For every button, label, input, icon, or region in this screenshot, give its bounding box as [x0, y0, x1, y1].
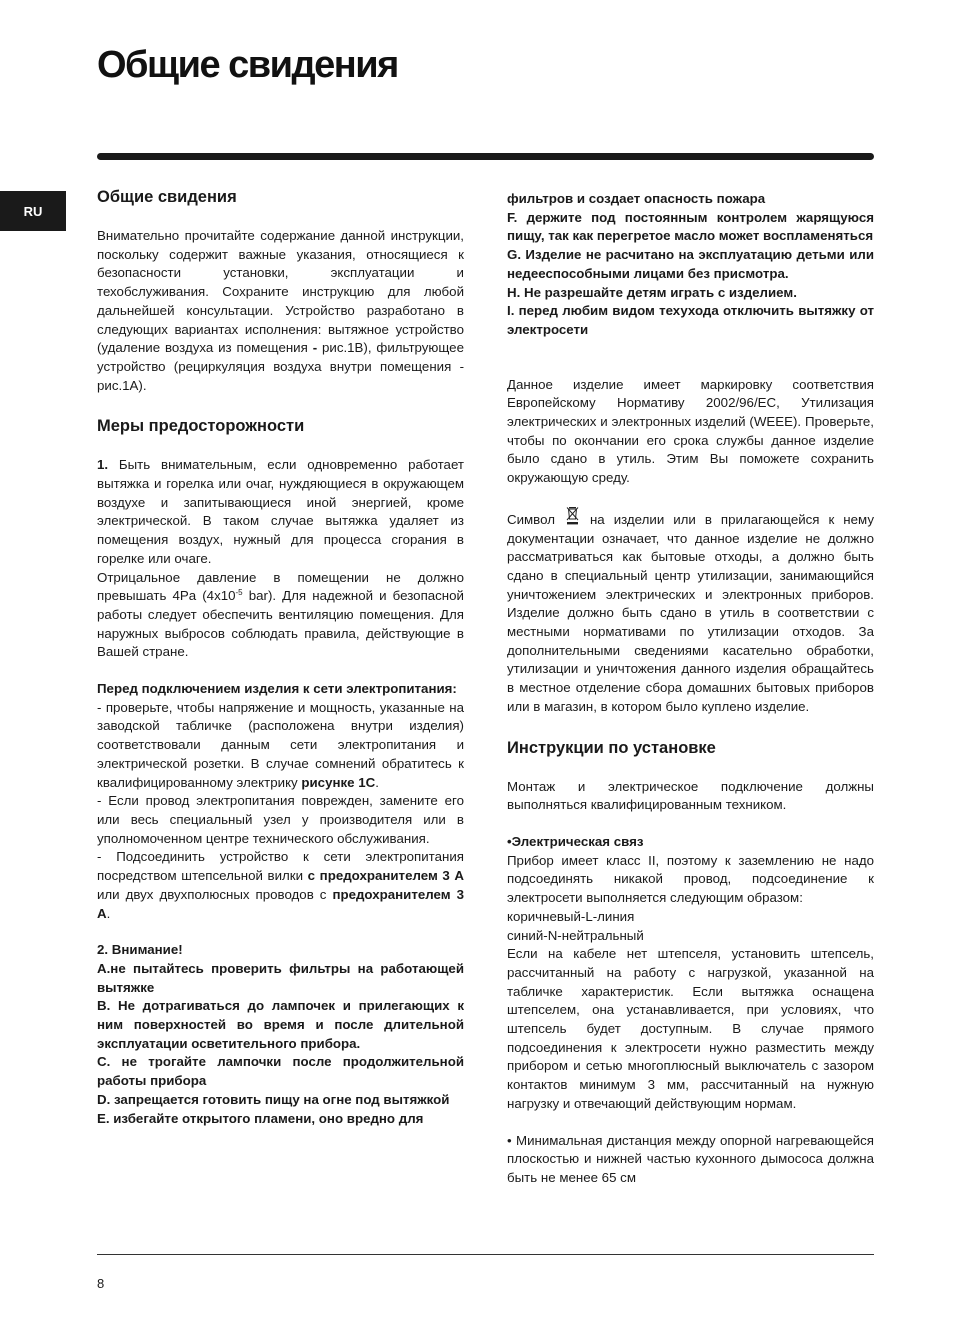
header-divider [97, 153, 874, 160]
language-tab: RU [0, 191, 66, 231]
before-connection-heading: Перед подключением изделия к сети электропитания: [97, 681, 457, 697]
warning-e: E. избегайте открытого пламени, оно вредно для [97, 1110, 424, 1126]
warning-g: G. Изделие не расчитано на эксплуатацию детьми или недееспособными лицами без присмотра. [507, 247, 874, 281]
pressure-paragraph: Отрицальное давление в помещении не должно превышать 4Pa ($4x10^{-5}$ bar). Для надежной и безопасной работы следует обеспечить вентиляцию помещения. Для наружных выбросов соблюдать правила, действующие в Вашей стране. [97, 569, 464, 660]
footer-divider [97, 1254, 874, 1255]
left-column [97, 186, 464, 1128]
electrical-paragraph-2: Если на кабеле нет штепселя, установить штепсель, рассчитанный на работу с нагрузкой, указанной на табличке характеристик. Если вытяжка оснащена штепселем, она устанавливается, при условиях, что штепсель будет доступным. В случае прямого подсоединения к электросети нужно разместить между прибором и сетью многоплюсный выключатель с зазором контактов минимум 3 мм, рассчитанный на нужную нагрузку и отвечающий действующим нормам. [507, 946, 874, 1111]
crossed-bin-icon [566, 506, 579, 526]
attention-heading: 2. Внимание! [97, 942, 183, 958]
installation-paragraph: Монтаж и электрическое подключение должны выполняться квалифицированным техником. [507, 778, 874, 813]
page-number: 8 [97, 1276, 105, 1291]
electrical-heading: •Электрическая связ [507, 833, 644, 849]
warning-i: I. перед любим видом техухода отключить вытяжку от электросети [507, 303, 874, 337]
electrical-paragraph-1: Прибор имеет класс II, поэтому к заземлению не надо подсоединять никакой провод, подсоединение к электросети выполняется следующим образом: [507, 852, 874, 906]
symbol-paragraph: Символ на изделии или в прилагающейся к нему документации означает, что данное изделие не должно рассматриваться как бытовые отходы, а должно быть сдано в специальный центр утилизации, занимающийся уничтожением электрических и электронных приборов. Изделие должно быть сдано в утиль в соответствии с местными нормативами по утилизации отходов. За дополнительными сведениями касательно обработки, утилизации и уничтожения данного изделия обращайтесь в местное отделение сбора домашних бытовых приборов или в магазин, в котором было куплено изделие. [507, 506, 874, 717]
wire-brown: коричневый-L-линия [507, 908, 635, 924]
page-title: Общие свидения [97, 44, 398, 86]
right-column [507, 190, 874, 1188]
warning-a: A.не пытайтесь проверить фильтры на работающей вытяжке [97, 960, 464, 995]
section-heading-installation: Инструкции по установке [507, 738, 716, 757]
warning-c: C. не трогайте лампочки после продолжительной работы прибора [97, 1054, 464, 1089]
warning-d: D. запрещается готовить пищу на огне под вытяжкой [97, 1091, 450, 1107]
warning-b: B. Не дотрагиваться до лампочек и прилегающих к ним поверхностей во время и после длительной эксплуатации осветительного прибора. [97, 998, 464, 1051]
section-heading-precautions: Меры предосторожности [97, 417, 305, 436]
warning-e-continued: фильтров и создает опасность пожара [507, 191, 766, 206]
section-heading-general: Общие свидения [97, 188, 237, 206]
precaution-1: 1. Быть внимательным, если одновременно работает вытяжка и горелка или очаг, нуждяющиеся в окружающем воздухе и запитывающиеся иной энергией, кроме электрической. В таком случае вытяжка удаляет из помещения воздух, нужный для процесса сгорания в горелке или очаге. [97, 457, 464, 566]
warning-h: H. Не разрешайте детям играть с изделием. [507, 284, 797, 300]
connection-item-3: - Подсоединить устройство к сети электропитания посредством штепсельной вилки с предохранителем 3 A или двух двухполюсных проводов с предохранителем 3 A. [97, 849, 465, 921]
wire-blue: синий-N-нейтральный [507, 927, 644, 943]
weee-paragraph: Данное изделие имеет маркировку соответствия Европейскому Нормативу 2002/96/EC, Утилизация электрических и электронных изделий (WEEE). Проверьте, чтобы по окончании его срока службы данное изделие было сдано в утиль. Этим Вы поможете сохранить окружающую среду. [507, 376, 874, 486]
intro-paragraph: Внимательно прочитайте содержание данной инструкции, поскольку содержит важные указания, относящиеся к безопасности установки, эксплуатации и техобслуживания. Сохраните инструкцию для любой дальнейшей консультации. Устройство разработано в следующих вариантах исполнения: вытяжное устройство (удаление воздуха из помещения - рис.1B), фильтрующее устройство (рециркуляция воздуха внутри помещения - рис.1A). [97, 228, 464, 393]
connection-item-1: - проверьте, чтобы напряжение и мощность, указанные на заводской табличке (расположена внутри изделия) соответствовали данным сети электропитания и электрической розетки. В случае сомнений обратитесь к квалифицированному электрику рисунке 1C. [97, 699, 464, 790]
warning-f: F. держите под постоянным контролем жарящуюся пищу, так как перегретое масло может воспламеняться [507, 209, 874, 244]
connection-item-2: - Если провод электропитания поврежден, замените его или весь специальный узел у производителя или в уполномоченном центре технического обслуживания. [97, 793, 464, 846]
min-distance-paragraph: • Минимальная дистанция между опорной нагревающейся плоскостью и нижней частью кухонного дымососа должна быть не менее 65 см [507, 1132, 874, 1185]
